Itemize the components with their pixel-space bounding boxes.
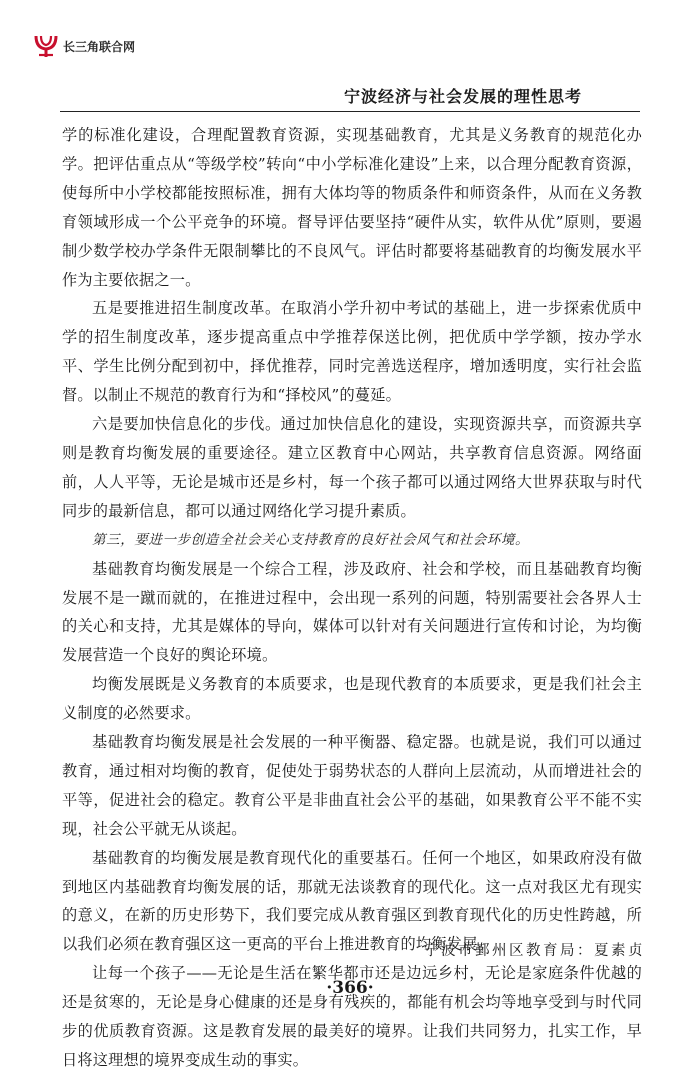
- paragraph: 均衡发展既是义务教育的本质要求，也是现代教育的本质要求，更是我们社会主义制度的必然要求。: [62, 675, 642, 723]
- article-body: [62, 121, 642, 1075]
- header-title: 宁波经济与社会发展的理性思考: [343, 87, 582, 106]
- site-name: 长三角联合网: [63, 39, 136, 54]
- paragraph: 学的标准化建设，合理配置教育资源，实现基础教育，尤其是义务教育的规范化办学。把评估重点从“等级学校”转向“中小学标准化建设”上来，以合理分配教育资源，使每所中小学校都能按照标准，拥有大体均等的物质条件和师资条件，从而在义务教育领域形成一个公平竞争的环境。督导评估要坚持“硬件从实，软件从优”原则，要遏制少数学校办学条件无限制攀比的不良风气。评估时都要将基础教育的均衡发展水平作为主要依据之一。: [62, 126, 642, 289]
- site-logo: [33, 34, 135, 58]
- section-heading: 第三，要进一步创造全社会关心支持教育的良好社会风气和社会环境。: [92, 531, 530, 548]
- paragraph: 基础教育的均衡发展是教育现代化的重要基石。任何一个地区，如果政府没有做到地区内基础教育均衡发展的话，那就无法谈教育的现代化。这一点对我区尤有现实的意义，在新的历史形势下，我们要完成从教育强区到教育现代化的历史性跨越，所以我们必须在教育强区这一更高的平台上推进教育的均衡发展。: [62, 848, 642, 954]
- brand-logo-icon: [33, 34, 59, 58]
- page-number: ·366·: [326, 978, 374, 998]
- paragraph: 基础教育均衡发展是社会发展的一种平衡器、稳定器。也就是说，我们可以通过教育，通过相对均衡的教育，促使处于弱势状态的人群向上层流动，从而增进社会的平等，促进社会的稳定。教育公平是非曲直社会公平的基础，如果教育公平不能不实现，社会公平就无从谈起。: [62, 733, 642, 838]
- author-signature: 宁波市鄞州区教育局：夏素贞: [424, 943, 645, 959]
- running-header: [60, 84, 640, 112]
- paragraph: 让每一个孩子——无论是生活在繁华都市还是边远乡村，无论是家庭条件优越的还是贫寒的，无论是身心健康的还是身有残疾的，都能有机会均等地享受到与时代同步的优质教育资源。这是教育发展的最美好的境界。让我们共同努力，扎实工作，早日将这理想的境界变成生动的事实。: [62, 964, 642, 1069]
- paragraph: 基础教育均衡发展是一个综合工程，涉及政府、社会和学校，而且基础教育均衡发展不是一蹴而就的，在推进过程中，会出现一系列的问题，特别需要社会各界人士的关心和支持，尤其是媒体的导向，媒体可以针对有关问题进行宣传和讨论，为均衡发展营造一个良好的舆论环境。: [62, 559, 642, 665]
- paragraph: 五是要推进招生制度改革。在取消小学升初中考试的基础上，进一步探索优质中学的招生制度改革，逐步提高重点中学推荐保送比例，把优质中学学额，按办学水平、学生比例分配到初中，择优推荐，同时完善选送程序，增加透明度，实行社会监督。以制止不规范的教育行为和“择校风”的蔓延。: [62, 299, 642, 405]
- paragraph: 六是要加快信息化的步伐。通过加快信息化的建设，实现资源共享，而资源共享则是教育均衡发展的重要途径。建立区教育中心网站，共享教育信息资源。网络面前，人人平等，无论是城市还是乡村，每一个孩子都可以通过网络大世界获取与时代同步的最新信息，都可以通过网络化学习提升素质。: [62, 415, 642, 520]
